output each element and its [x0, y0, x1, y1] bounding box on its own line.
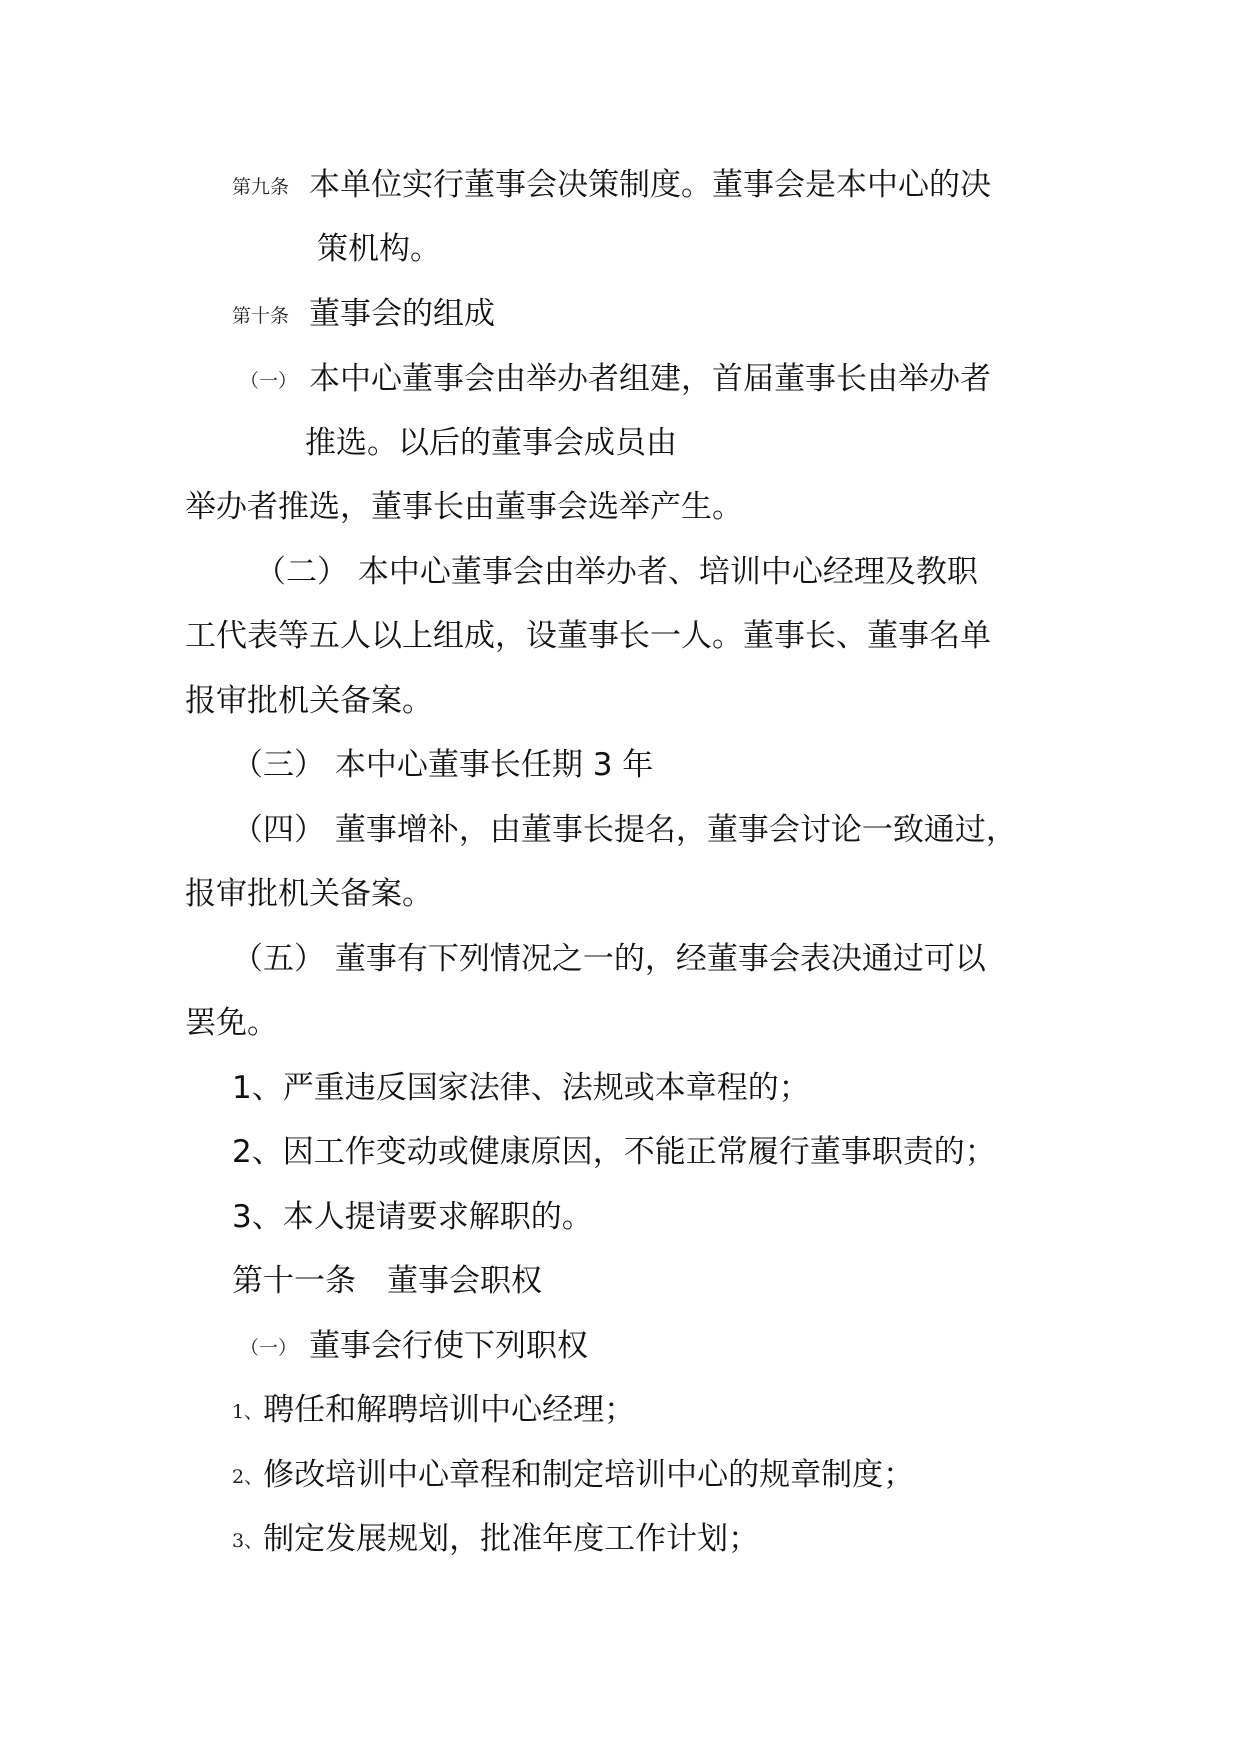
article-10-item-4-line-2: 报审批机关备案。: [185, 876, 433, 912]
article-9-line-2: 策机构。: [317, 231, 441, 267]
article-9-text: 本单位实行董事会决策制度。董事会是本中心的决: [309, 167, 992, 203]
article-10-label: 第十条: [232, 304, 290, 327]
clause-3: 3、本人提请要求解职的。: [232, 1199, 593, 1235]
article-10-item-4-line-1: （四） 董事增补，由董事长提名，董事会讨论一致通过，: [232, 812, 1017, 848]
article-9-line-1: [232, 165, 991, 207]
article-11-heading: 第十一条 董事会职权: [232, 1263, 542, 1299]
power-3-number: 3、: [232, 1529, 264, 1552]
item-1-label: （一）: [240, 369, 298, 392]
article-10-item-5-line-2: 罢免。: [185, 1005, 278, 1041]
article-9-label: 第九条: [232, 175, 290, 198]
article-10-item-1-line-3: 举办者推选，董事长由董事会选举产生。: [185, 489, 743, 525]
power-1-text: 聘任和解聘培训中心经理；: [263, 1392, 636, 1428]
article-10-item-2-line-1: （二） 本中心董事会由举办者、培训中心经理及教职: [255, 554, 978, 590]
power-1-number: 1、: [232, 1400, 264, 1423]
power-1: [232, 1390, 635, 1432]
article-10-item-2-line-3: 报审批机关备案。: [185, 683, 433, 719]
clause-1: 1、严重违反国家法律、法规或本章程的；: [232, 1070, 810, 1106]
article-10-title: 董事会的组成: [309, 296, 496, 332]
article-11-item-1: [240, 1326, 588, 1368]
item-1-text: 本中心董事会由举办者组建，首届董事长由举办者: [309, 361, 992, 397]
power-3-text: 制定发展规划，批准年度工作计划；: [263, 1521, 760, 1557]
article-11-item-1-text: 董事会行使下列职权: [309, 1328, 589, 1364]
article-11-item-1-label: （一）: [240, 1336, 298, 1359]
power-2: [232, 1455, 914, 1497]
clause-2: 2、因工作变动或健康原因，不能正常履行董事职责的；: [232, 1134, 996, 1170]
article-10-item-1-line-2: 推选。以后的董事会成员由: [305, 425, 677, 461]
article-10-item-5-line-1: （五） 董事有下列情况之一的，经董事会表决通过可以: [232, 941, 986, 977]
article-10-item-1-line-1: [240, 359, 991, 401]
power-3: [232, 1519, 759, 1561]
article-10-item-2-line-2: 工代表等五人以上组成，设董事长一人。董事长、董事名单: [185, 618, 991, 654]
article-10-item-3: （三） 本中心董事长任期 3 年: [232, 747, 654, 783]
power-2-text: 修改培训中心章程和制定培训中心的规章制度；: [263, 1457, 915, 1493]
power-2-number: 2、: [232, 1465, 264, 1488]
article-10-heading: [232, 294, 495, 336]
